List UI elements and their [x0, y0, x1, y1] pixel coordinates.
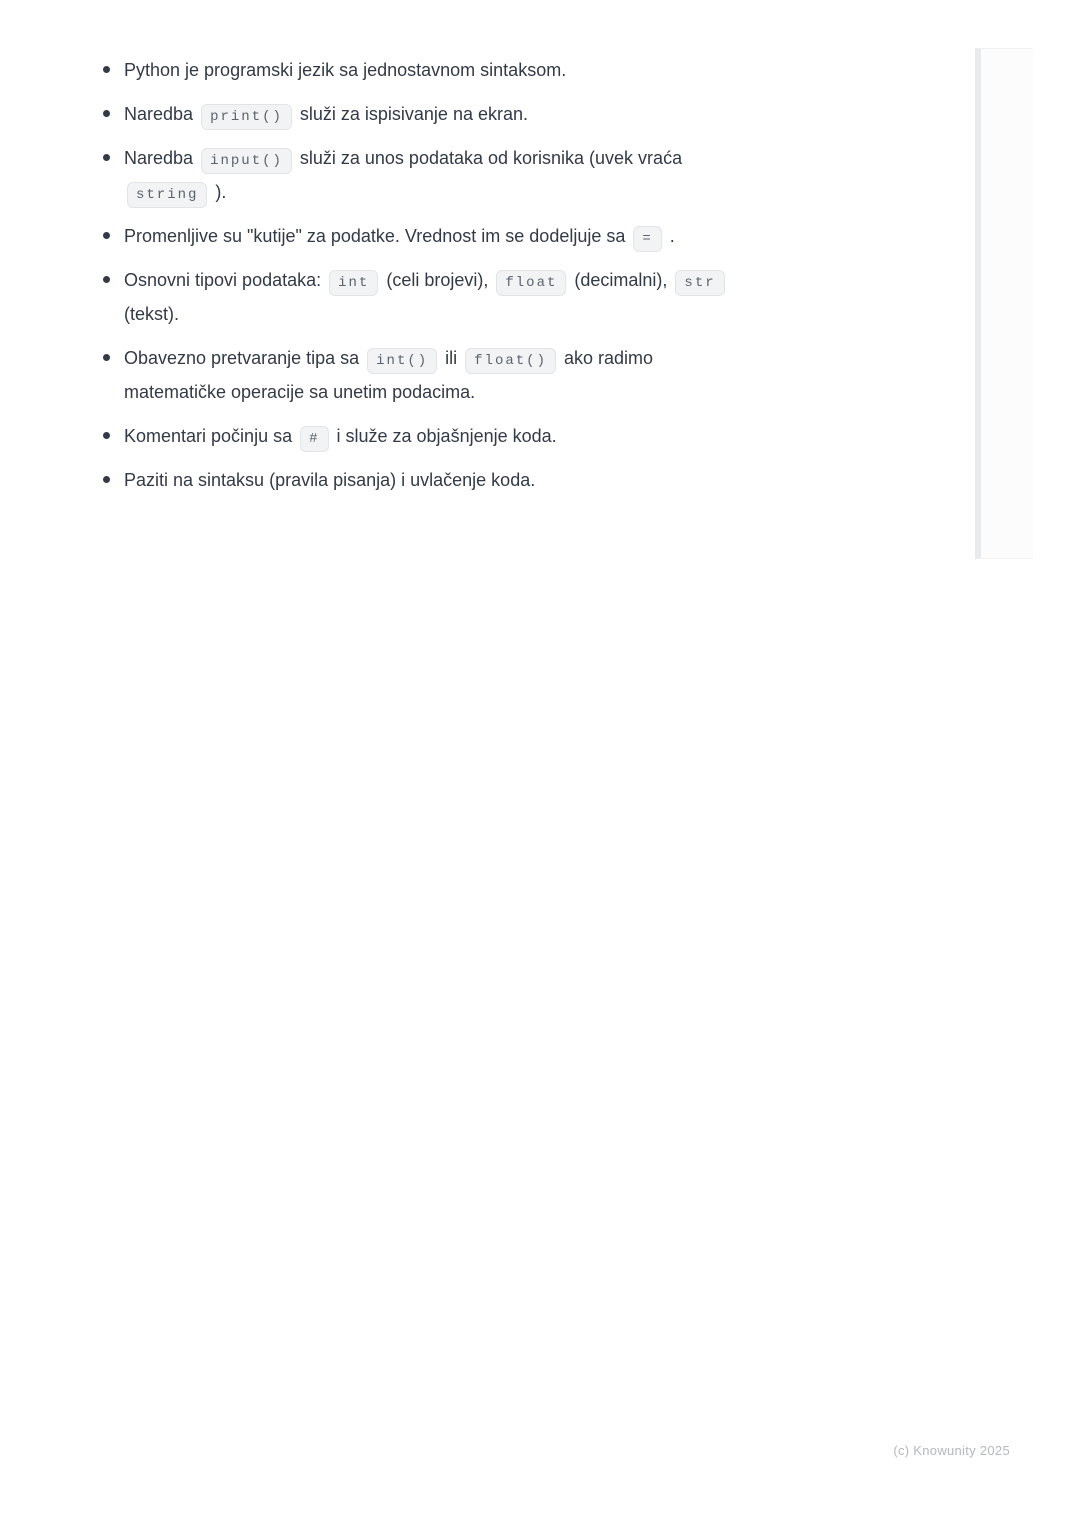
bullet-text: služi za unos podataka od korisnika (uvek vraća [294, 148, 683, 168]
list-item [88, 263, 788, 331]
bullet-list [88, 53, 788, 497]
bullet-text: Paziti na sintaksu (pravila pisanja) i uvlačenje koda. [124, 470, 536, 490]
list-item [88, 419, 788, 453]
bullet-text: služi za ispisivanje na ekran. [294, 104, 528, 124]
list-item [88, 141, 788, 209]
bullet-text: . [664, 226, 675, 246]
bullet-text: (decimalni), [569, 270, 673, 290]
list-item [88, 219, 788, 253]
notes-content [88, 53, 788, 507]
code-chip: int() [367, 348, 437, 374]
code-chip: # [300, 426, 328, 452]
code-chip: int [329, 270, 378, 296]
next-page-edge [975, 48, 1033, 559]
bullet-text: i služe za objašnjenje koda. [331, 426, 557, 446]
code-chip: float [496, 270, 566, 296]
bullet-text: (tekst). [124, 304, 180, 324]
bullet-text: Obavezno pretvaranje tipa sa [124, 348, 365, 368]
list-item [88, 97, 788, 131]
list-item [88, 53, 788, 87]
bullet-text: matematičke operacije sa unetim podacima. [124, 382, 476, 402]
code-chip: str [675, 270, 724, 296]
code-chip: input() [201, 148, 292, 174]
list-item [88, 341, 788, 409]
code-chip: = [633, 226, 661, 252]
bullet-text: (celi brojevi), [381, 270, 494, 290]
bullet-text: Naredba [124, 104, 199, 124]
list-item [88, 463, 788, 497]
bullet-text: Komentari počinju sa [124, 426, 298, 446]
bullet-text: ). [210, 182, 227, 202]
code-chip: print() [201, 104, 292, 130]
bullet-text: ako radimo [558, 348, 654, 368]
code-chip: string [127, 182, 207, 208]
bullet-text: Osnovni tipovi podataka: [124, 270, 327, 290]
copyright-footer: (c) Knowunity 2025 [893, 1443, 1010, 1458]
bullet-text: Naredba [124, 148, 199, 168]
bullet-text: ili [440, 348, 463, 368]
bullet-text: Promenljive su "kutije" za podatke. Vrednost im se dodeljuje sa [124, 226, 631, 246]
bullet-text: Python je programski jezik sa jednostavnom sintaksom. [124, 60, 567, 80]
code-chip: float() [465, 348, 556, 374]
